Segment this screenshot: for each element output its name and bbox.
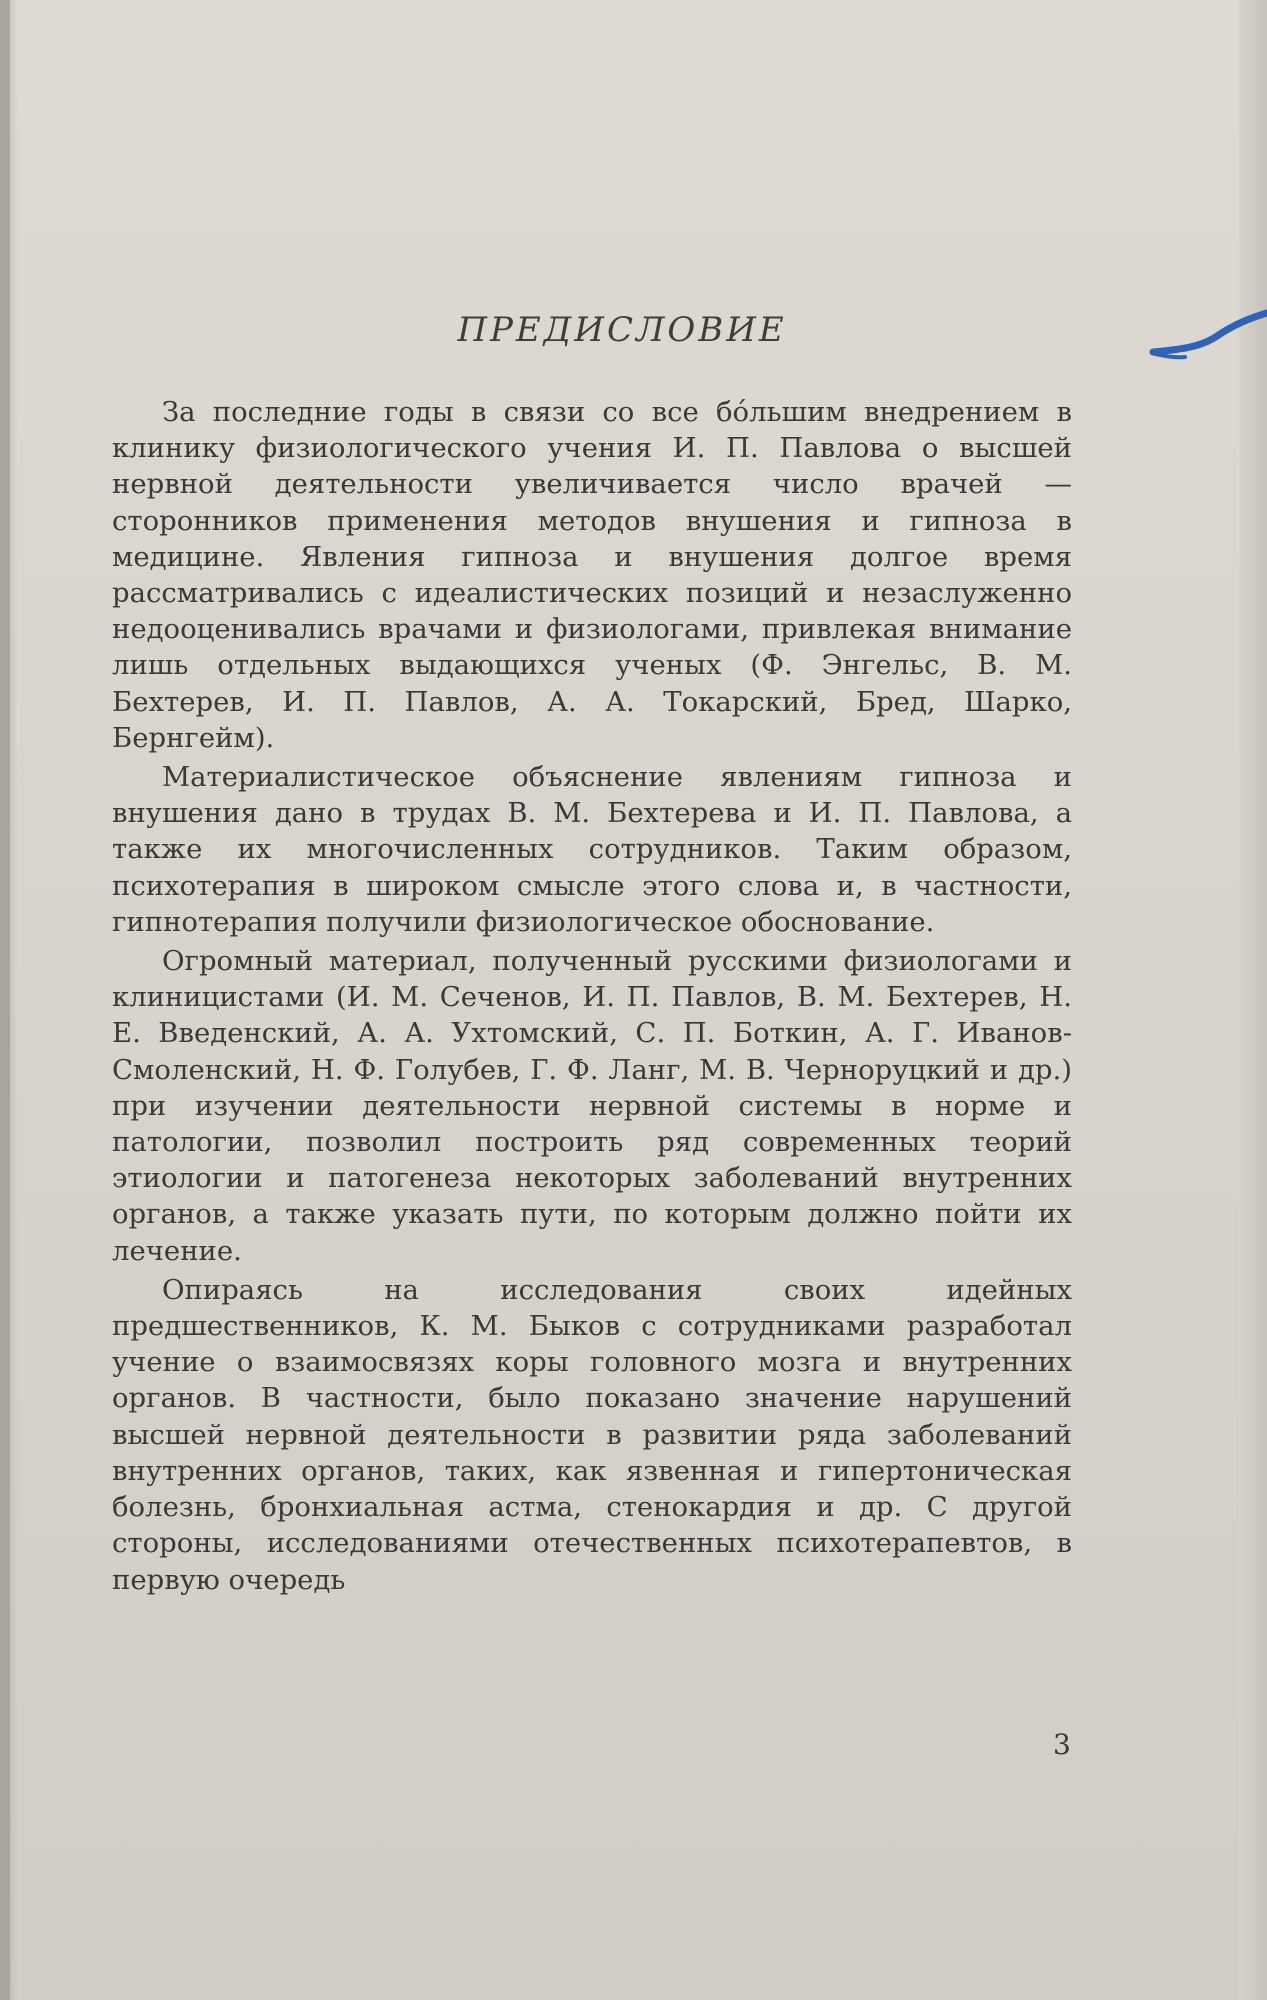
page-title: ПРЕДИСЛОВИЕ	[457, 310, 787, 350]
paragraph-4: Опираясь на исследования своих идейных предшественников, К. М. Быков с сотрудниками разработал учение о взаимосвязях коры головного мозга и внутренних органов. В частности, было показано значение нарушений высшей нервной деятельности в развитии ряда заболеваний внутренних органов, таких, как язвенная и гипертоническая болезнь, бронхиальная астма, стенокардия и др. С другой стороны, исследованиями отечественных психотерапевтов, в первую очередь	[112, 1273, 1072, 1596]
paragraph-1: За последние годы в связи со все бо́льшим внедрением в клинику физиологического учения И. П. Павлова о высшей нервной деятельности увеличивается число врачей — сторонников применения методов внушения и гипноза в медицине. Явления гипноза и внушения долгое время рассматривались с идеалистических позиций и незаслуженно недооценивались врачами и физиологами, привлекая внимание лишь отдельных выдающихся ученых (Ф. Энгельс, В. М. Бехтерев, И. П. Павлов, А. А. Токарский, Бред, Шарко, Бернгейм).	[112, 396, 1072, 754]
paragraph-2: Материалистическое объяснение явлениям гипноза и внушения дано в трудах В. М. Бехтерева и И. П. Павлова, а также их многочисленных сотрудников. Таким образом, психотерапия в широком смысле этого слова и, в частности, гипнотерапия получили физиологическое обоснование.	[112, 761, 1072, 938]
page-number: 3	[1053, 1728, 1071, 1761]
pen-stroke-mark-icon	[1145, 300, 1267, 380]
paragraph-3: Огромный материал, полученный русскими физиологами и клиницистами (И. М. Сеченов, И. П. Павлов, В. М. Бехтерев, Н. Е. Введенский, А. А. Ухтомский, С. П. Боткин, А. Г. Иванов-Смоленский, Н. Ф. Голубев, Г. Ф. Ланг, М. В. Черноруцкий и др.) при изучении деятельности нервной системы в норме и патологии, позволил построить ряд современных теорий этиологии и патогенеза некоторых заболеваний внутренних органов, а также указать пути, по которым должно пойти их лечение.	[112, 945, 1072, 1267]
page-spine-edge	[0, 0, 10, 2000]
page-content	[112, 310, 1072, 1601]
